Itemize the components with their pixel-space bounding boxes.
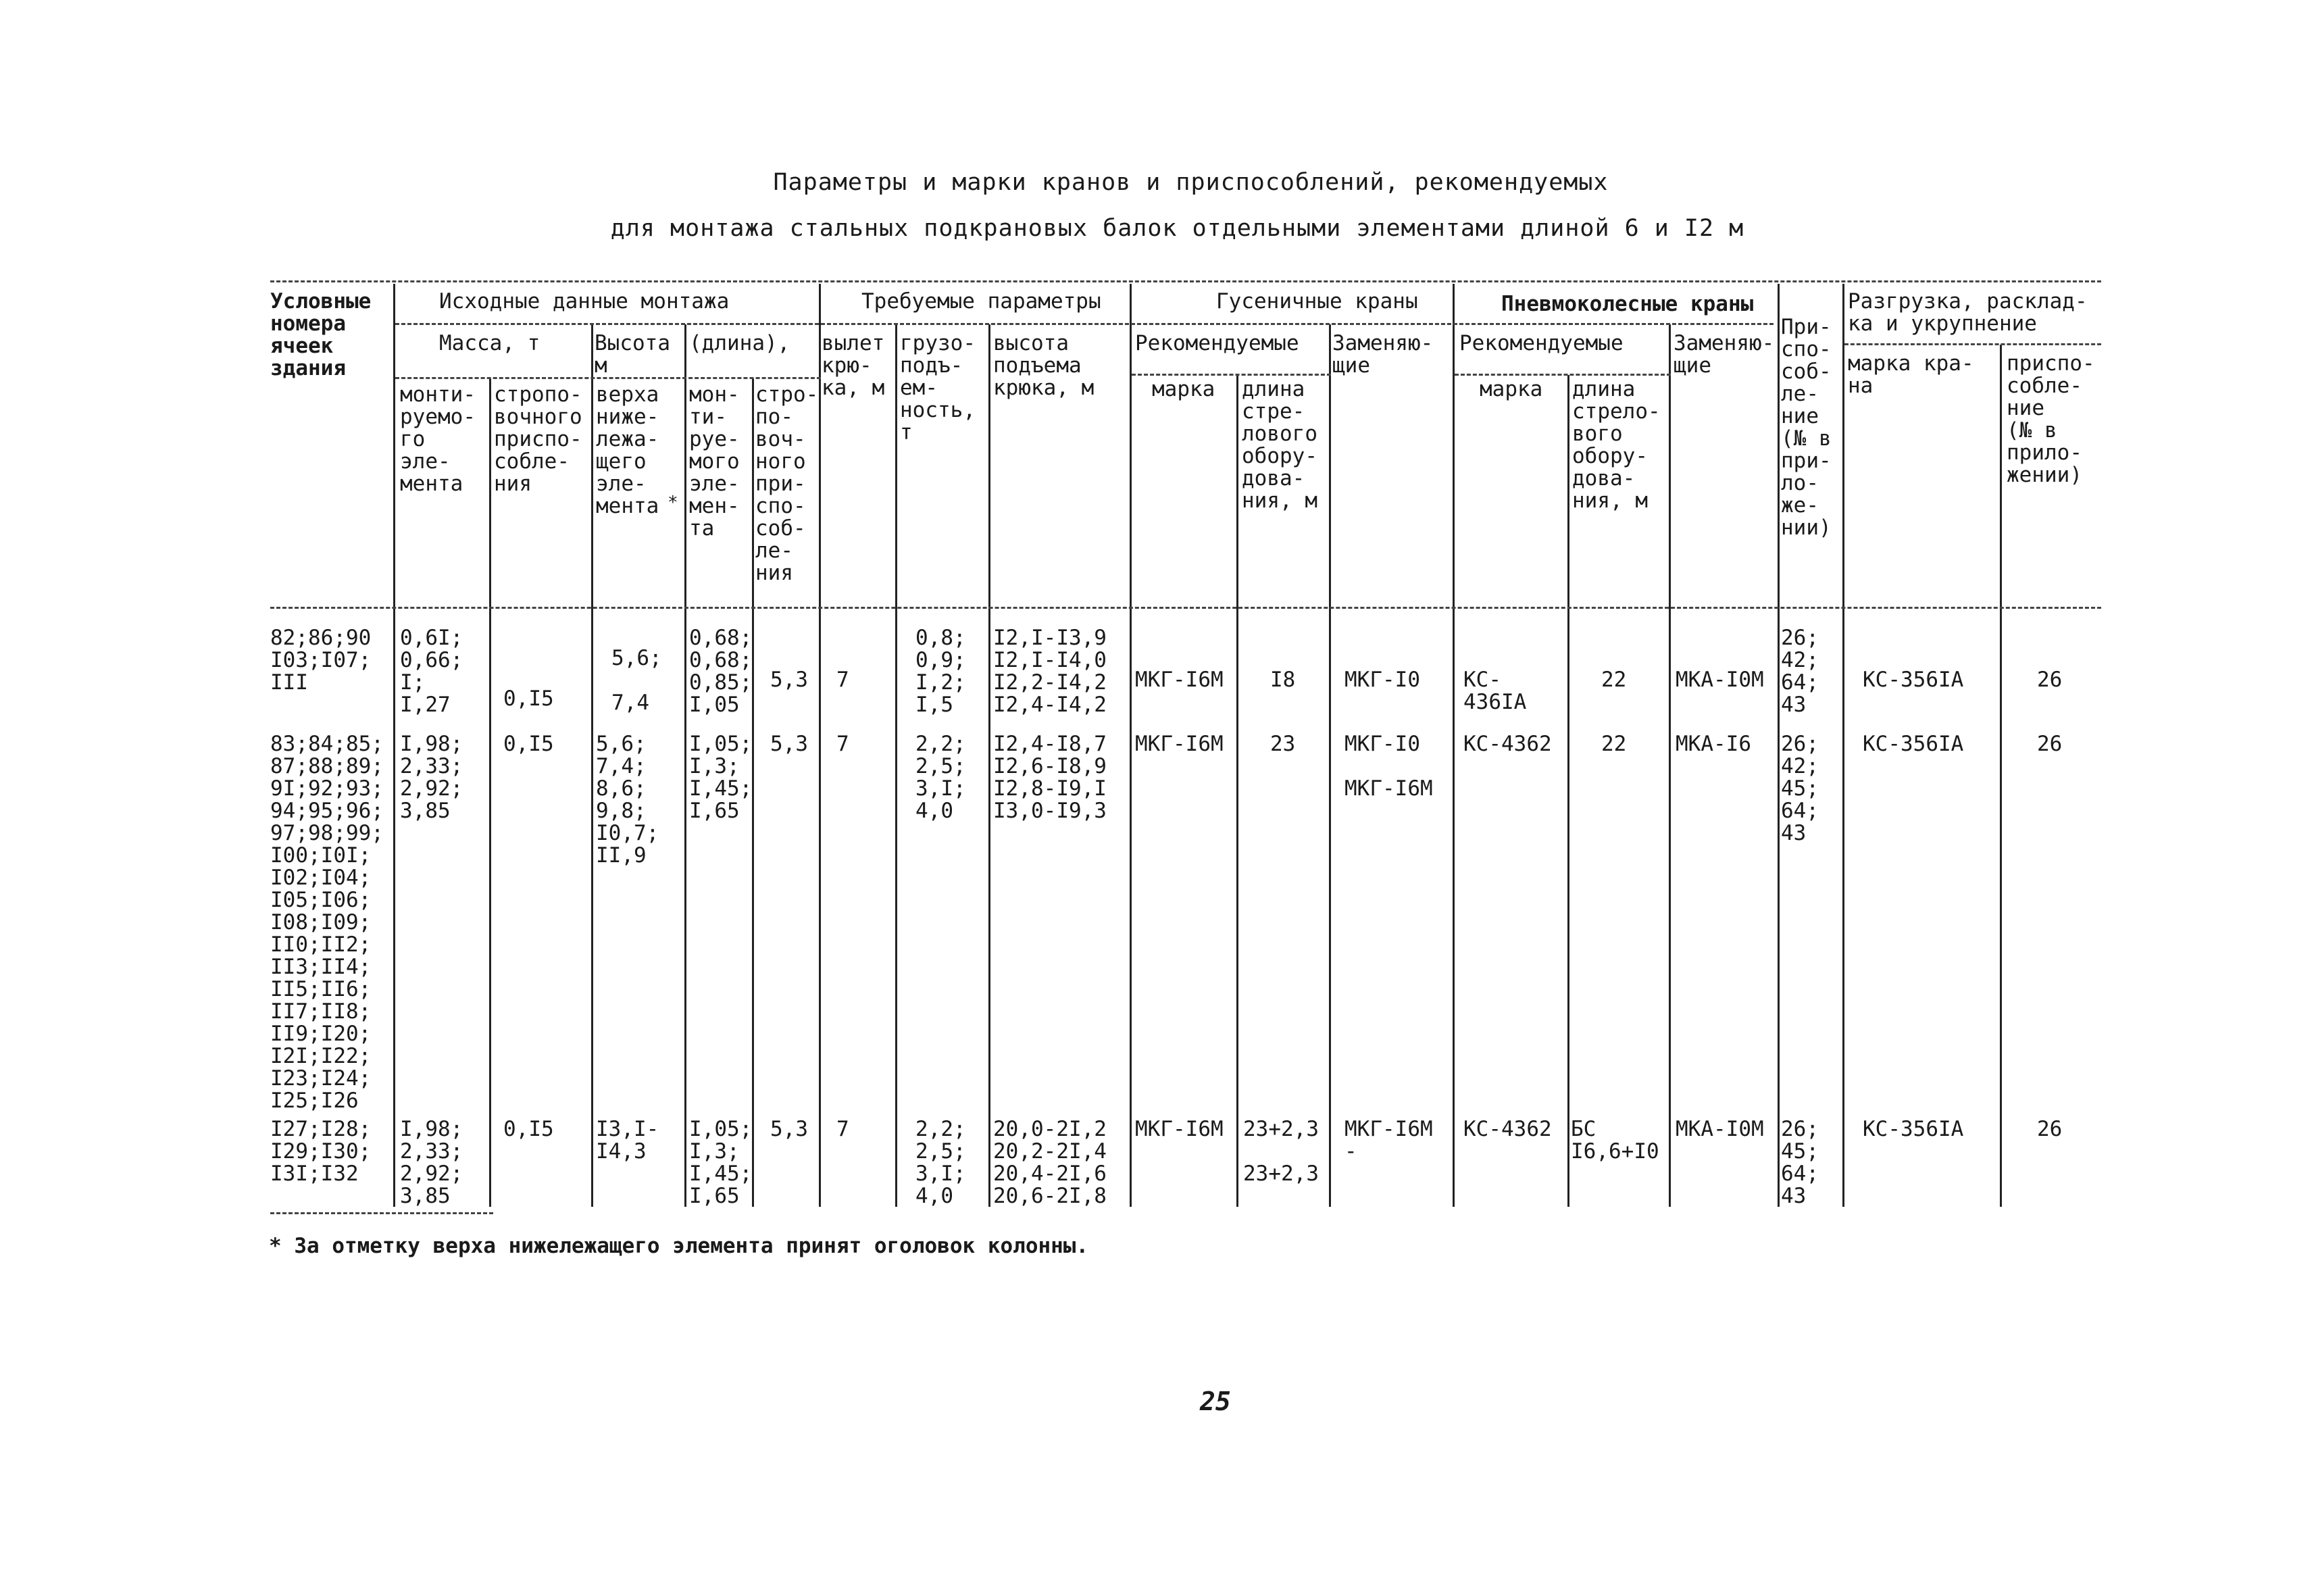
- row-capacity: 2,2; 2,5; 3,I; 4,0: [915, 732, 966, 823]
- col-rule: [895, 324, 897, 1207]
- row-crawler-replacement: МКГ-I0: [1344, 668, 1420, 692]
- row-mass-sling: 0,I5: [503, 687, 554, 711]
- row-device: 26; 42; 45; 64; 43: [1781, 732, 1819, 845]
- row-length-sling: 5,3: [770, 1117, 808, 1141]
- row-pneu-replacement: МКА-I0М: [1676, 668, 1764, 692]
- footnote-mark: *: [668, 493, 678, 513]
- col-rule: [489, 378, 491, 1207]
- row-rule: [395, 323, 1774, 325]
- col-rule: [1329, 324, 1331, 1207]
- table-title-line-1: Параметры и марки кранов и приспособлений, рекомендуемых: [773, 169, 1609, 196]
- header-crawler-recommended: Рекомендуемые: [1135, 331, 1299, 355]
- header-mass-element: монти- руемо- го эле- мента: [400, 382, 476, 496]
- header-height-top: верха ниже- лежа- щего эле- мента: [596, 382, 659, 518]
- col-rule: [1453, 284, 1455, 1207]
- col-rule: [1842, 284, 1844, 1207]
- row-mass-element: I,98; 2,33; 2,92; 3,85: [400, 732, 463, 823]
- row-pneu-replacement: МКА-I6: [1676, 732, 1751, 756]
- header-length-sling: стро- по- воч- ного при- спо- соб- ле- ния: [755, 382, 819, 585]
- row-height-top: 5,6; 7,4: [611, 646, 662, 715]
- header-hook-height: высота подъема крюка, м: [993, 331, 1095, 400]
- col-rule: [988, 324, 990, 1207]
- header-mass: Масса, т: [439, 331, 540, 355]
- header-device: При- спо- соб- ле- ние (№ в при- ло- же- нии): [1781, 315, 1832, 540]
- row-length-sling: 5,3: [770, 732, 808, 756]
- row-crawler-boom: 23+2,3 23+2,3: [1243, 1117, 1319, 1186]
- row-unloading-brand: КС-356IА: [1863, 732, 1964, 756]
- row-rule: [270, 280, 2101, 282]
- col-rule: [1669, 324, 1671, 1207]
- row-mass-element: I,98; 2,33; 2,92; 3,85: [400, 1117, 463, 1208]
- row-pneu-boom: 22: [1601, 732, 1627, 756]
- row-mass-sling: 0,I5: [503, 732, 554, 756]
- header-pneu-recommended: Рекомендуемые: [1459, 331, 1624, 355]
- header-mass-sling: стропо- вочного приспо- собле- ния: [494, 382, 582, 496]
- header-capacity: грузо- подъ- ем- ность, т: [900, 331, 976, 445]
- row-pneu-brand: КС-4362: [1463, 732, 1552, 756]
- row-mass-element: 0,6I; 0,66; I; I,27: [400, 626, 463, 717]
- row-crawler-brand: МКГ-I6М: [1135, 668, 1224, 692]
- page-number: 25: [1200, 1387, 1231, 1416]
- row-rule: [395, 377, 821, 379]
- row-unloading-device: 26: [2037, 668, 2063, 692]
- row-unloading-brand: КС-356IА: [1863, 1117, 1964, 1141]
- col-rule: [591, 324, 593, 1207]
- row-rule: [1844, 343, 2101, 345]
- header-pneumatic-cranes: Пневмоколесные краны: [1501, 292, 1754, 316]
- footnote: * За отметку верха нижележащего элемента принят оголовок колонны.: [269, 1234, 1089, 1258]
- col-rule: [1130, 284, 1132, 1207]
- col-rule: [819, 284, 821, 1207]
- row-length-element: I,05; I,3; I,45; I,65: [689, 1117, 753, 1208]
- row-device: 26; 42; 64; 43: [1781, 626, 1819, 717]
- col-rule: [393, 284, 395, 1207]
- row-height-top: 5,6; 7,4; 8,6; 9,8; I0,7; II,9: [596, 732, 659, 868]
- header-cells: Условные номера ячеек здания: [270, 289, 372, 380]
- row-length-element: I,05; I,3; I,45; I,65: [689, 732, 753, 823]
- col-rule: [684, 324, 686, 1207]
- header-crawler-brand: марка: [1152, 377, 1215, 401]
- header-pneu-replacement: Заменяю- щие: [1674, 331, 1775, 378]
- row-hook-height: I2,I-I3,9 I2,I-I4,0 I2,2-I4,2 I2,4-I4,2: [993, 626, 1107, 717]
- header-crawler-replacement: Заменяю- щие: [1332, 331, 1434, 378]
- col-rule: [1236, 375, 1238, 1207]
- row-rule: [1132, 374, 1331, 376]
- row-mass-sling: 0,I5: [503, 1117, 554, 1141]
- header-pneu-boom: длина стрело- вого обору- дова- ния, м: [1572, 377, 1661, 513]
- row-pneu-brand: КС-4362: [1463, 1117, 1552, 1141]
- row-crawler-boom: 23: [1270, 732, 1296, 756]
- row-crawler-replacement: МКГ-I6М -: [1344, 1117, 1433, 1164]
- row-cells: I27;I28; I29;I30; I3I;I32: [270, 1117, 372, 1186]
- row-rule: [270, 1212, 493, 1214]
- row-length-sling: 5,3: [770, 668, 808, 692]
- col-rule: [2000, 345, 2002, 1207]
- header-crawler-boom: длина стре- лового обору- дова- ния, м: [1242, 377, 1317, 513]
- row-pneu-boom: 22: [1601, 668, 1627, 692]
- row-rule: [270, 607, 2101, 609]
- row-height-top: I3,I- I4,3: [596, 1117, 659, 1164]
- header-height: Высота м: [595, 331, 670, 378]
- row-pneu-brand: КС- 436IА: [1463, 668, 1527, 714]
- row-capacity: 2,2; 2,5; 3,I; 4,0: [915, 1117, 966, 1208]
- row-pneu-replacement: МКА-I0М: [1676, 1117, 1764, 1141]
- row-reach: 7: [836, 732, 849, 756]
- header-pneu-brand: марка: [1480, 377, 1543, 401]
- row-length-element: 0,68; 0,68; 0,85; I,05: [689, 626, 753, 717]
- row-hook-height: I2,4-I8,7 I2,6-I8,9 I2,8-I9,I I3,0-I9,3: [993, 732, 1107, 823]
- row-cells: 83;84;85; 87;88;89; 9I;92;93; 94;95;96; 97;98;99; I00;I0I; I02;I04; I05;I06; I08;I09; II0;II2; II3;II4; II5;II6; II7;II8; II9;I20; I2I;I22; I23;I24; I25;I26: [270, 732, 384, 1113]
- header-unloading: Разгрузка, расклад- ка и укрупнение: [1848, 289, 2088, 336]
- col-rule: [1778, 284, 1780, 1207]
- header-unloading-device: приспо- собле- ние (№ в прило- жении): [2007, 351, 2095, 487]
- header-unloading-brand: марка кра- на: [1848, 351, 1974, 398]
- col-rule: [752, 378, 754, 1207]
- row-reach: 7: [836, 668, 849, 692]
- row-cells: 82;86;90 I03;I07; III: [270, 626, 372, 695]
- header-initial-data: Исходные данные монтажа: [439, 289, 730, 314]
- row-unloading-device: 26: [2037, 1117, 2063, 1141]
- header-required: Требуемые параметры: [861, 289, 1101, 314]
- header-length-element: мон- ти- руе- мого эле- мен- та: [689, 382, 740, 541]
- row-unloading-brand: КС-356IА: [1863, 668, 1964, 692]
- row-device: 26; 45; 64; 43: [1781, 1117, 1819, 1208]
- row-capacity: 0,8; 0,9; I,2; I,5: [915, 626, 966, 717]
- row-unloading-device: 26: [2037, 732, 2063, 756]
- col-rule: [1567, 375, 1569, 1207]
- header-length: (длина),: [689, 331, 790, 355]
- row-crawler-replacement: МКГ-I0 МКГ-I6М: [1344, 732, 1433, 801]
- row-crawler-boom: I8: [1270, 668, 1296, 692]
- row-crawler-brand: МКГ-I6М: [1135, 1117, 1224, 1141]
- header-crawler-cranes: Гусеничные краны: [1216, 289, 1418, 314]
- row-hook-height: 20,0-2I,2 20,2-2I,4 20,4-2I,6 20,6-2I,8: [993, 1117, 1107, 1208]
- row-pneu-boom: БС I6,6+I0: [1571, 1117, 1659, 1164]
- row-crawler-brand: МКГ-I6М: [1135, 732, 1224, 756]
- header-reach: вылет крю- ка, м: [822, 331, 885, 400]
- table-title-line-2: для монтажа стальных подкрановых балок отдельными элементами длиной 6 и I2 м: [610, 215, 1744, 242]
- row-reach: 7: [836, 1117, 849, 1141]
- row-rule: [1455, 374, 1671, 376]
